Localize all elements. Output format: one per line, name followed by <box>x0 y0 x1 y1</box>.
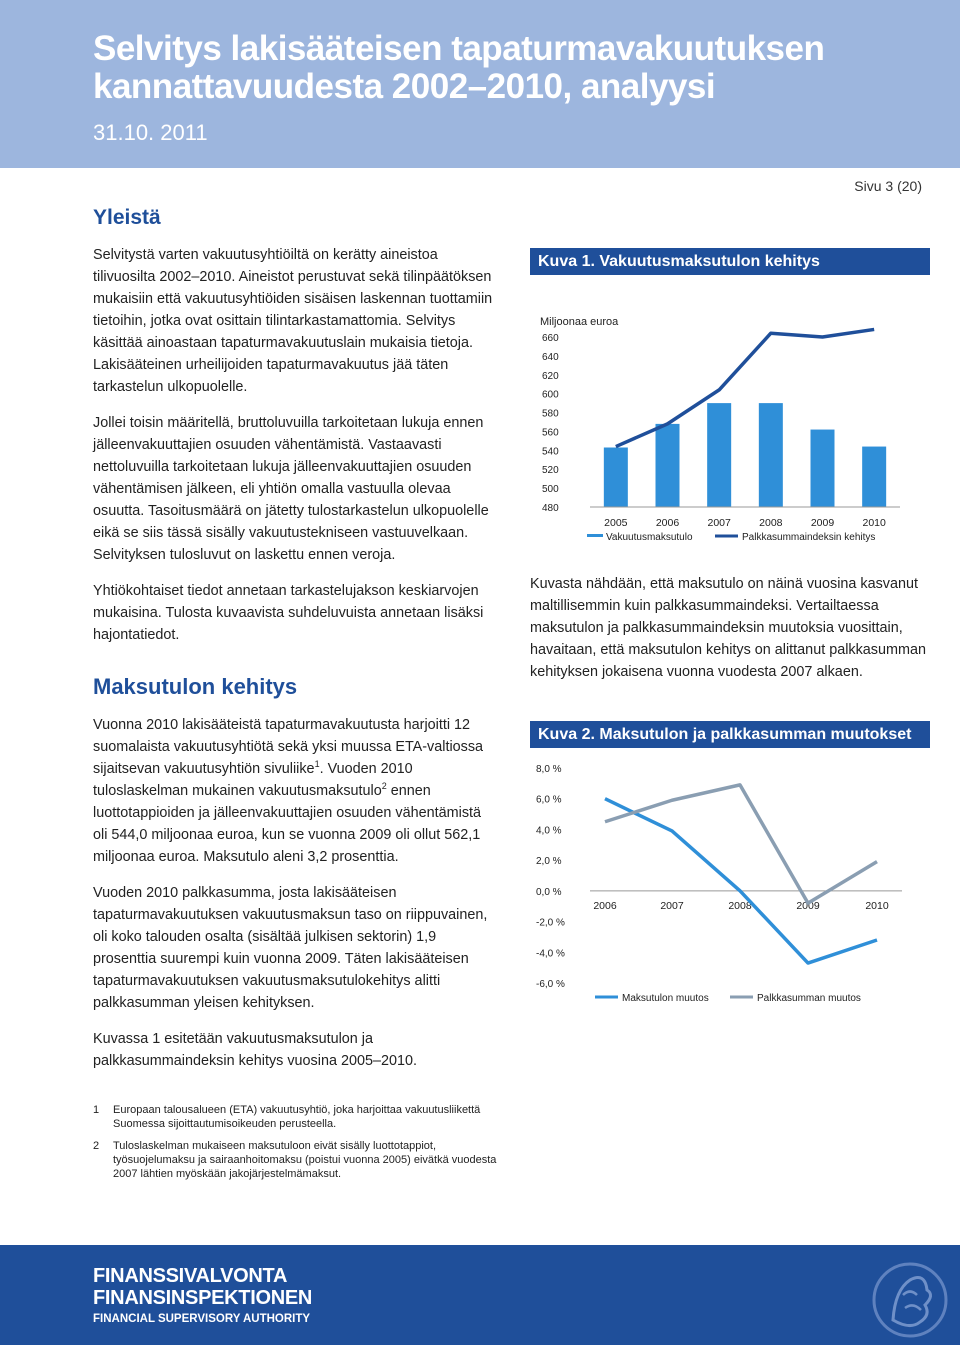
y-tick-label: -4,0 % <box>536 948 565 960</box>
y-tick-label: 2,0 % <box>536 856 562 868</box>
y-axis-title: Miljoonaa euroa <box>540 316 619 328</box>
report-date: 31.10. 2011 <box>93 120 208 145</box>
footnote-text: Tuloslaskelman mukaiseen maksutuloon eivät sisälly luottotappiot, työsuojelumaksu ja sairaanhoitomaksu (poistui vuonna 2005) eivätkä vuodesta 2007 lähtien myöskään jakojärjestelmämaksut. <box>113 1140 497 1180</box>
lion-crest-icon <box>865 1250 955 1345</box>
figure-1-title: Kuva 1. Vakuutusmaksutulon kehitys <box>530 248 930 275</box>
paragraph: Yhtiökohtaiset tiedot annetaan tarkastelujakson keskiarvojen mukaisina. Tulosta kuvaavista suhdeluvuista annetaan lisäksi hajontatiedot. <box>93 583 484 643</box>
y-tick-label: 8,0 % <box>536 764 562 775</box>
bar <box>811 430 835 507</box>
bar <box>656 424 680 507</box>
legend-swatch-vakuutusmaksutulo <box>587 534 603 537</box>
footnote <box>93 1103 513 1131</box>
text-run: Vuonna 2010 lakisääteistä tapaturmavakuutusta harjoitti 12 suomalaista vakuutusyhtiötä sekä yksi muussa ETA-valtiossa sijaitsevan vakuutusyhtiön sivuliike <box>93 717 484 777</box>
text-run: . Vuoden 2010 tuloslaskelman mukainen vakuutusmaksutulo <box>93 761 413 799</box>
x-tick-label: 2008 <box>728 899 752 912</box>
figure-1-chart <box>530 275 930 550</box>
paragraph: Jollei toisin määritellä, bruttoluvuilla tarkoitetaan lukuja ennen jälleenvakuuttajien osuuden vähentämistä. Vastaavasti nettoluvuilla tarkoitetaan lukuja jälleenvakuuttajien osuuden vähentämisen jälkeen, eli yhtiön omalla vastuulla olevaa osuutta. Tasoitusmäärä on jätetty tulostarkastelun ulkopuolelle eikä se siis tässä sisälly vakuutustekniseen vastuuvelkaan. Selvityksen tulosluvut on laskettu ennen veroja. <box>93 415 489 563</box>
figure-1-caption: Kuvasta nähdään, että maksutulo on näinä vuosina kasvanut maltillisemmin kuin palkkasummaindeksi. Vertailtaessa maksutulon ja palkkasummaindeksin muutoksia vuosittain, havaitaan, että maksutulon kehitys on alittanut palkkasumman kehityksen jokaisena vuonna vuodesta 2007 alkaen. <box>530 576 926 680</box>
x-tick-label: 2006 <box>593 899 617 912</box>
footnote-ref[interactable]: 2 <box>381 781 387 792</box>
y-tick-label: 620 <box>542 370 559 382</box>
y-tick-label: 0,0 % <box>536 886 562 898</box>
logo-line-1: FINANSSIVALVONTA <box>93 1265 288 1287</box>
legend-label: Palkkasummaindeksin kehitys <box>742 532 876 543</box>
series-line-palkkasumman-muutos <box>605 785 877 903</box>
footnote-ref[interactable]: 1 <box>314 759 320 770</box>
x-tick-label: 2009 <box>810 517 835 529</box>
series-line-palkkasummaindeksi <box>616 329 874 446</box>
x-tick-label: 2010 <box>862 517 886 529</box>
bar <box>759 403 783 507</box>
legend-label: Palkkasumman muutos <box>757 993 861 1004</box>
y-tick-label: 520 <box>542 465 559 477</box>
paragraph: Kuvassa 1 esitetään vakuutusmaksutulon ja palkkasummaindeksin kehitys vuosina 2005–2010. <box>93 1031 417 1069</box>
finanssivalvonta-logo <box>93 1265 312 1327</box>
bar <box>862 447 886 507</box>
y-tick-label: 6,0 % <box>536 794 562 806</box>
bar <box>604 448 628 508</box>
y-tick-label: 580 <box>542 408 559 420</box>
y-tick-label: 560 <box>542 427 559 439</box>
figure-2-chart <box>530 748 930 1018</box>
figure-2-title: Kuva 2. Maksutulon ja palkkasumman muutokset <box>530 721 930 748</box>
section-title-yleista: Yleistä <box>93 206 161 229</box>
text-run: ennen luottotappioiden ja jälleenvakuuttajien osuuden vähentämistä oli 544,0 miljoonaa euroa, kun se vuonna 2009 oli ollut 562,1 miljoonaa euroa. Maksutulo aleni 3,2 prosenttia. <box>93 783 482 865</box>
left-column <box>93 206 498 1086</box>
page-number: Sivu 3 (20) <box>854 178 922 194</box>
bar <box>707 403 731 507</box>
series-line-maksutulon-muutos <box>605 799 877 963</box>
x-tick-label: 2010 <box>865 899 889 912</box>
y-tick-label: -2,0 % <box>536 917 565 929</box>
y-tick-label: 540 <box>542 446 559 458</box>
legend-label: Vakuutusmaksutulo <box>606 532 693 543</box>
x-tick-label: 2009 <box>796 899 820 912</box>
y-tick-label: -6,0 % <box>536 979 565 990</box>
footnote <box>93 1139 513 1181</box>
x-tick-label: 2007 <box>707 517 731 529</box>
x-tick-label: 2006 <box>655 517 680 529</box>
footnotes <box>93 1103 513 1189</box>
section-title-maksutulon-kehitys: Maksutulon kehitys <box>93 674 298 699</box>
right-column <box>530 248 930 1023</box>
paragraph: Vuoden 2010 palkkasumma, josta lakisääteisen tapaturmavakuutuksen vakuutusmaksun taso on riippuvainen, oli koko talouden osalta (sisältää julkisen sektorin) 1,9 prosenttia suurempi kuin vuonna 2009. Täten lakisääteisen tapaturmavakuutuksen vakuutusmaksutulokehitys alitti palkkasumman yleisen kehityksen. <box>93 885 488 1011</box>
footnote-text: Europaan talousalueen (ETA) vakuutusyhtiö, joka harjoittaa vakuutusliikettä Suomessa sijoittautumisoikeuden perusteella. <box>113 1104 481 1130</box>
x-tick-label: 2005 <box>604 517 628 529</box>
footnote-number: 2 <box>93 1140 100 1152</box>
paragraph <box>93 714 498 868</box>
logo-line-2: FINANSINSPEKTIONEN <box>93 1287 313 1309</box>
legend-label: Maksutulon muutos <box>622 993 709 1004</box>
page-title: Selvitys lakisääteisen tapaturmavakuutuksen kannattavuudesta 2002–2010, analyysi <box>93 29 825 106</box>
y-tick-label: 600 <box>542 389 559 401</box>
y-tick-label: 4,0 % <box>536 825 562 837</box>
y-tick-label: 500 <box>542 484 559 496</box>
footnote-number: 1 <box>93 1104 100 1116</box>
x-tick-label: 2008 <box>759 517 783 529</box>
logo-line-3: FINANCIAL SUPERVISORY AUTHORITY <box>93 1313 311 1325</box>
x-tick-label: 2007 <box>660 899 684 912</box>
y-tick-label: 480 <box>542 503 559 514</box>
y-tick-label: 660 <box>542 333 559 344</box>
y-tick-label: 640 <box>542 351 559 363</box>
paragraph: Selvitystä varten vakuutusyhtiöiltä on kerätty aineistoa tilivuosilta 2002–2010. Aineistot perustuvat sekä tilinpäätöksen mukaisiin että vakuutusyhtiöiden sisäisen laskennan tuottamiin tietoihin, jotka ovat osittain tilintarkastamattomia. Selvitys käsittää ainoastaan tapaturmavakuutuslain mukaisia tietoja. Lakisääteinen urheilijoiden tapaturmavakuutus jää täten tarkastelun ulkopuolelle. <box>93 247 493 395</box>
